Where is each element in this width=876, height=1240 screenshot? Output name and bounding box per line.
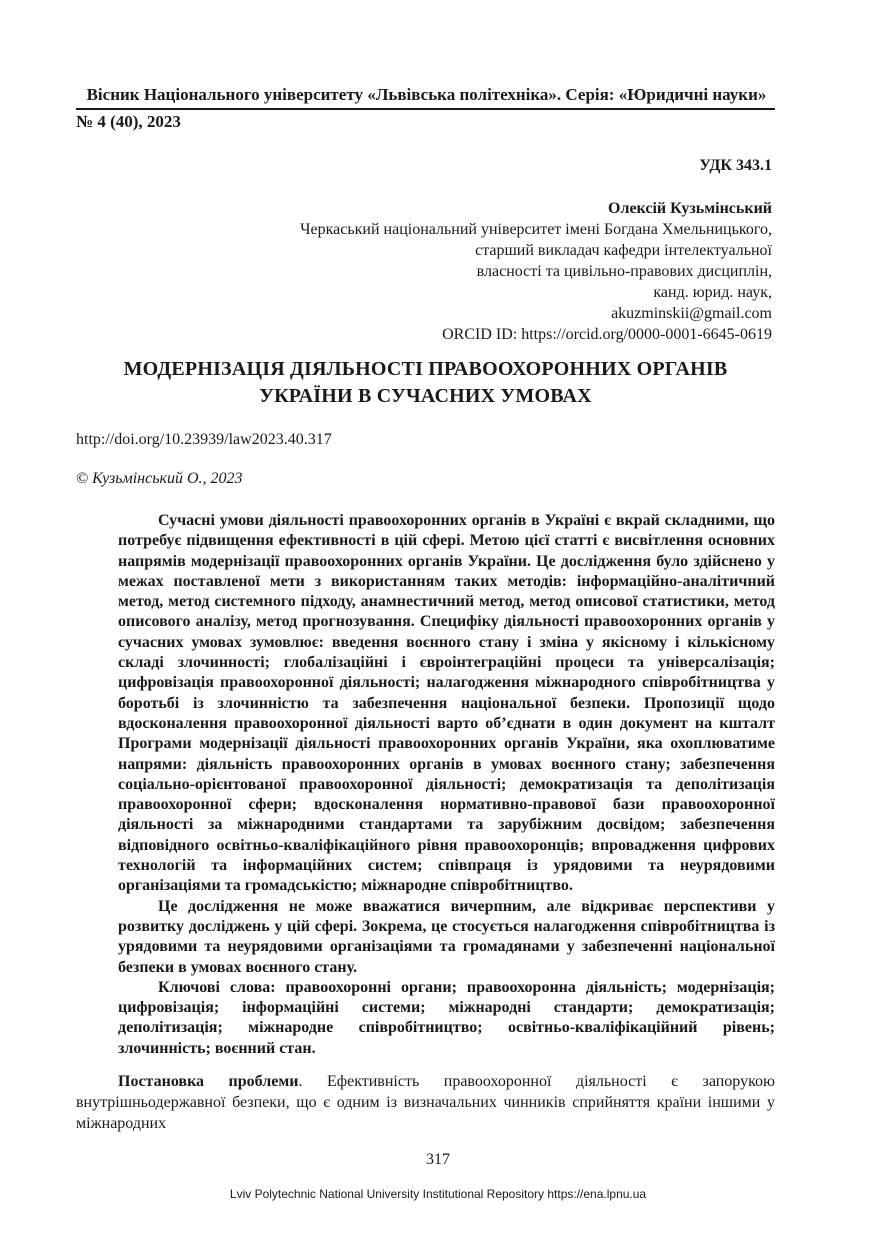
author-affiliation: Черкаський національний університет імені Богдана Хмельницького, [300,221,772,238]
author-block [212,198,772,345]
journal-header: Вісник Національного університету «Львівська політехніка». Серія: «Юридичні науки» [86,85,767,104]
author-department: власності та цивільно-правових дисциплін, [476,263,772,280]
title-line-2: УКРАЇНИ В СУЧАСНИХ УМОВАХ [259,385,592,407]
article-title [76,356,775,410]
issue-number: № 4 (40), 2023 [76,112,181,131]
author-position: старший викладач кафедри інтелектуальної [475,242,772,259]
header-divider [76,108,775,110]
title-line-1: МОДЕРНІЗАЦІЯ ДІЯЛЬНОСТІ ПРАВООХОРОННИХ ОРГАНІВ [123,358,728,380]
section-text: . Ефективність правоохоронної діяльності є запорукою внутрішньодержавної безпеки, що є одним із визначальних чинників сприйняття країни іншими у міжнародних [76,1073,775,1132]
author-name: Олексій Кузьмінський [608,200,772,217]
author-degree: канд. юрид. наук, [653,284,772,301]
doi-link[interactable]: http://doi.org/10.23939/law2023.40.317 [76,431,332,448]
page-number: 317 [426,1151,450,1168]
abstract-paragraph-1: Сучасні умови діяльності правоохоронних органів в Україні є вкрай складними, що потребує підвищення ефективності в цій сфері. Метою цієї статті є висвітлення основних напрямів модернізації правоохоронних органів України. Це дослідження було здійснено у межах поставленої мети з використанням таких методів: інформаційно-аналітичний метод, метод системного підходу, анамнестичний метод, метод описової статистики, метод описового аналізу, метод прогнозування. Специфіку діяльності правоохоронних органів у сучасних умовах зумовлює: введення воєнного стану і зміна у якісному і кількісному складі злочинності; глобалізаційні і євроінтеграційні процеси та універсалізація; цифровізація правоохоронної діяльності; налагодження міжнародного співробітництва у боротьбі із злочинністю та забезпечення національної безпеки. Пропозиції щодо вдосконалення правоохоронної діяльності варто об’єднати в один документ на кшталт Програми модернізації діяльності правоохоронних органів України, яка охоплюватиме напрями: діяльність правоохоронних органів в умовах воєнного стану; забезпечення соціально-орієнтованої правоохоронної діяльності; демократизація та деполітизація правоохоронної сфери; вдосконалення нормативно-правової бази правоохоронної діяльності за міжнародними стандартами та зарубіжним досвідом; забезпечення відповідного освітньо-кваліфікаційного рівня правоохоронців; впровадження цифрових технологій та інформаційних систем; співпраця із урядовими та неурядовими організаціями та громадськістю; міжнародне співробітництво. [118,512,775,895]
author-orcid[interactable]: ORCID ID: https://orcid.org/0000-0001-6645-0619 [442,326,772,343]
keywords: Ключові слова: правоохоронні органи; правоохоронна діяльність; модернізація; цифровізація; інформаційні системи; міжнародні стандарти; демократизація; деполітизація; міжнародне співробітництво; освітньо-кваліфікаційний рівень; злочинність; воєнний стан. [118,978,775,1057]
author-email[interactable]: akuzminskii@gmail.com [611,305,772,322]
problem-section [76,1071,775,1134]
abstract-paragraph-2: Це дослідження не може вважатися вичерпним, але відкриває перспективи у розвитку досліджень у цій сфері. Зокрема, це стосується налагодження співробітництва із урядовими та неурядовими організаціями та громадянами у забезпеченні національної безпеки в умовах воєнного стану. [118,897,775,976]
udk-code: УДК 343.1 [699,157,772,174]
repository-footer[interactable]: Lviv Polytechnic National University Institutional Repository https://ena.lpnu.ua [229,1187,647,1201]
copyright-notice: © Кузьмінський О., 2023 [76,470,243,487]
section-heading: Постановка проблеми [118,1073,299,1090]
problem-paragraph [76,1071,775,1134]
abstract [118,511,775,1059]
